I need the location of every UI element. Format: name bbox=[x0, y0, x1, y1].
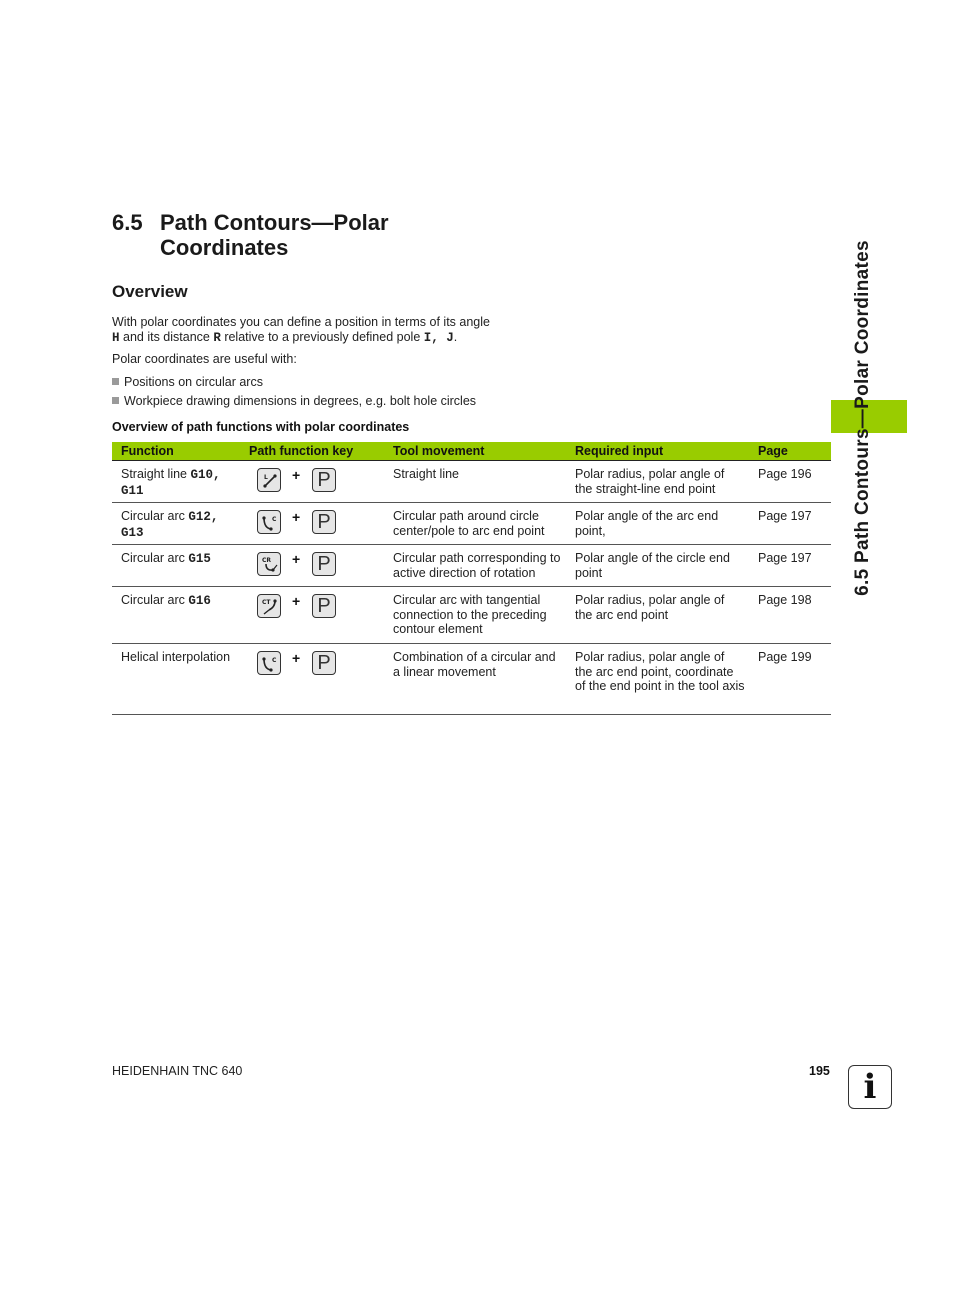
table-row bbox=[112, 461, 831, 503]
header-tool-movement: Tool movement bbox=[393, 444, 485, 458]
page-number: 195 bbox=[809, 1064, 830, 1078]
page-cell: Page 198 bbox=[758, 593, 812, 607]
movement-cell: Circular path corresponding to active direction of rotation bbox=[393, 551, 561, 580]
useful-paragraph: Polar coordinates are useful with: bbox=[112, 352, 297, 366]
bullet-square-icon bbox=[112, 378, 119, 385]
path-functions-table bbox=[112, 442, 831, 715]
header-function: Function bbox=[121, 444, 174, 458]
code-R: R bbox=[213, 330, 221, 345]
intro-paragraph bbox=[112, 315, 532, 345]
input-cell: Polar angle of the arc end point, bbox=[575, 509, 719, 538]
plus-sign: + bbox=[292, 593, 301, 609]
movement-cell: Circular arc with tangential connection to the preceding contour element bbox=[393, 593, 547, 636]
table-row bbox=[112, 644, 831, 715]
table-header bbox=[112, 442, 831, 461]
header-page: Page bbox=[758, 444, 788, 458]
intro-text-4: . bbox=[453, 329, 458, 344]
movement-cell: Combination of a circular and a linear movement bbox=[393, 650, 556, 679]
table-caption: Overview of path functions with polar coordinates bbox=[112, 420, 410, 434]
svg-text:C: C bbox=[272, 657, 277, 664]
intro-text-3: relative to a previously defined pole bbox=[220, 329, 424, 344]
input-cell: Polar angle of the circle end point bbox=[575, 551, 730, 580]
page-title: Path Contours—Polar Coordinates bbox=[160, 210, 389, 260]
p-key-icon: P bbox=[312, 468, 336, 492]
header-path-key: Path function key bbox=[249, 444, 354, 458]
intro-text-2: and its distance bbox=[119, 329, 214, 344]
svg-text:CR: CR bbox=[262, 557, 272, 564]
function-cell: Circular arc G16 bbox=[121, 593, 211, 608]
page-cell: Page 196 bbox=[758, 467, 812, 481]
page-cell: Page 199 bbox=[758, 650, 812, 664]
table-row bbox=[112, 545, 831, 587]
intro-text-1: With polar coordinates you can define a position in terms of its angle bbox=[112, 315, 490, 329]
bullet-item: Positions on circular arcs bbox=[112, 375, 263, 390]
bullet-square-icon bbox=[112, 397, 119, 404]
p-key-icon: P bbox=[312, 552, 336, 576]
circle-key-icon bbox=[257, 510, 281, 534]
code-H: H bbox=[112, 330, 120, 345]
overview-heading: Overview bbox=[112, 282, 188, 301]
code-IJ: I, J bbox=[423, 330, 454, 345]
circle-tangential-key-icon bbox=[257, 594, 281, 618]
plus-sign: + bbox=[292, 509, 301, 525]
table-row bbox=[112, 503, 831, 545]
p-key-icon: P bbox=[312, 510, 336, 534]
circle-key-icon bbox=[257, 651, 281, 675]
line-key-icon bbox=[257, 468, 281, 492]
input-cell: Polar radius, polar angle of the arc end point, coordinate of the end point in the tool axis bbox=[575, 650, 745, 693]
plus-sign: + bbox=[292, 650, 301, 666]
function-cell: Straight line G10, G11 bbox=[121, 467, 221, 498]
section-number: 6.5 bbox=[112, 210, 143, 235]
movement-cell: Circular path around circle center/pole to arc end point bbox=[393, 509, 545, 538]
svg-text:C: C bbox=[272, 516, 277, 523]
function-cell: Circular arc G12, G13 bbox=[121, 509, 219, 540]
svg-text:L: L bbox=[264, 474, 268, 481]
header-required-input: Required input bbox=[575, 444, 664, 458]
chapter-side-title: 6.5 Path Contours—Polar Coordinates bbox=[852, 240, 873, 596]
circle-radius-key-icon bbox=[257, 552, 281, 576]
footer-product: HEIDENHAIN TNC 640 bbox=[112, 1064, 243, 1078]
info-icon: i bbox=[848, 1065, 892, 1109]
table-row bbox=[112, 587, 831, 644]
plus-sign: + bbox=[292, 551, 301, 567]
page-cell: Page 197 bbox=[758, 551, 812, 565]
bullet-item: Workpiece drawing dimensions in degrees, e.g. bolt hole circles bbox=[112, 394, 476, 409]
plus-sign: + bbox=[292, 467, 301, 483]
movement-cell: Straight line bbox=[393, 467, 460, 481]
page-cell: Page 197 bbox=[758, 509, 812, 523]
p-key-icon: P bbox=[312, 651, 336, 675]
p-key-icon: P bbox=[312, 594, 336, 618]
svg-text:CT: CT bbox=[262, 599, 271, 606]
function-cell: Helical interpolation bbox=[121, 650, 231, 664]
input-cell: Polar radius, polar angle of the arc end point bbox=[575, 593, 725, 622]
function-cell: Circular arc G15 bbox=[121, 551, 211, 566]
input-cell: Polar radius, polar angle of the straight-line end point bbox=[575, 467, 725, 496]
